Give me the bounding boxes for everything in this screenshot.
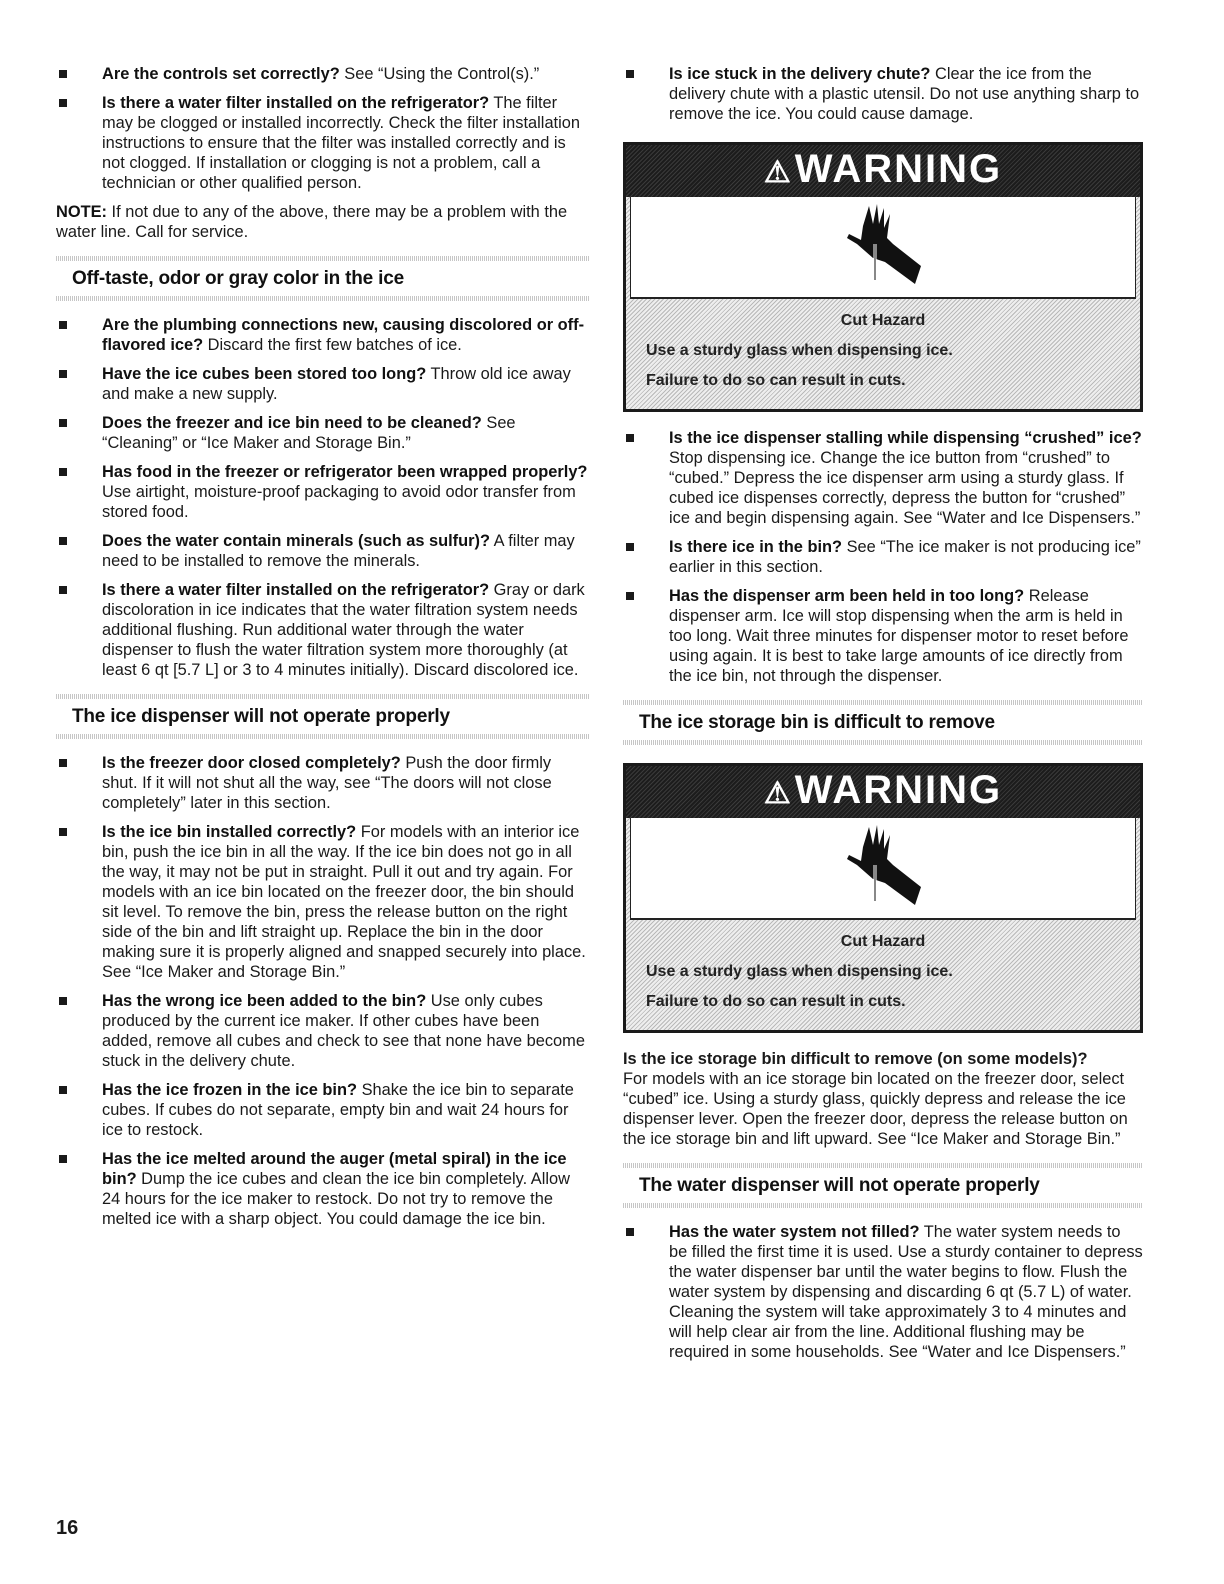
left-column <box>56 64 590 1238</box>
storage-bin-answer: For models with an ice storage bin located on the freezer door, select “cubed” ice. Using a sturdy glass, quickly depress and release the ice dispenser lever. Open the freezer door, depress the release button on the ice storage bin and lift upward. See “Ice Maker and Storage Bin.” <box>623 1070 1128 1148</box>
section-heading-offtaste <box>56 256 590 301</box>
hazard-title: Cut Hazard <box>840 312 926 329</box>
warning-line: Failure to do so can result in cuts. <box>646 993 906 1010</box>
warning-title: WARNING <box>794 147 1003 191</box>
warning-header <box>626 145 1140 197</box>
list-item: Is there ice in the bin? See “The ice maker is not producing ice” earlier in this section. <box>623 537 1143 577</box>
warning-box <box>623 142 1143 412</box>
list-item: Is the freezer door closed completely? Push the door firmly shut. If it will not shut all the way, see “The doors will not close completely” later in this section. <box>56 753 590 813</box>
section-title: Off-taste, odor or gray color in the ice <box>72 268 404 289</box>
warning-title: WARNING <box>794 768 1003 812</box>
dispenser-stall-list <box>623 428 1143 686</box>
list-item: Has the ice melted around the auger (metal spiral) in the ice bin? Dump the ice cubes and clean the ice bin completely. Allow 24 hours for the ice maker to restock. Do not try to remove the melted ice with a sharp object. You could damage the ice bin. <box>56 1149 590 1229</box>
section-heading-storage-bin <box>623 700 1143 745</box>
list-item: Is the ice dispenser stalling while dispensing “crushed” ice? Stop dispensing ice. Change the ice button from “crushed” to “cubed.” Depress the ice dispenser arm using a sturdy glass. If cubed ice dispenses correctly, depress the button for “crushed” ice and begin dispensing again. See “Water and Ice Dispensers.” <box>623 428 1143 528</box>
water-dispenser-list <box>623 1222 1143 1362</box>
section-title: The ice storage bin is difficult to remove <box>639 712 995 733</box>
warning-header <box>626 766 1140 818</box>
warning-triangle-icon: ⚠ <box>763 156 793 189</box>
warning-triangle-icon: ⚠ <box>763 777 793 810</box>
section-title: The water dispenser will not operate properly <box>639 1175 1040 1196</box>
hazard-title: Cut Hazard <box>840 933 926 950</box>
chute-list <box>623 64 1143 124</box>
list-item: Is ice stuck in the delivery chute? Clear the ice from the delivery chute with a plastic utensil. Do not use anything sharp to remove the ice. You could cause damage. <box>623 64 1143 124</box>
list-item: Is there a water filter installed on the refrigerator? Gray or dark discoloration in ice indicates that the water filtration system needs additional flushing. Run additional water through the water dispenser to flush the water filtration system more thoroughly (at least 6 qt [5.7 L] or 3 to 4 minutes initially). Discard discolored ice. <box>56 580 590 680</box>
warning-line: Use a sturdy glass when dispensing ice. <box>646 342 953 359</box>
list-item: Are the plumbing connections new, causing discolored or off-flavored ice? Discard the first few batches of ice. <box>56 315 590 355</box>
list-item: Has the ice frozen in the ice bin? Shake the ice bin to separate cubes. If cubes do not separate, empty bin and wait 24 hours for ice to restock. <box>56 1080 590 1140</box>
list-item: Does the freezer and ice bin need to be cleaned? See “Cleaning” or “Ice Maker and Storage Bin.” <box>56 413 590 453</box>
warning-line: Use a sturdy glass when dispensing ice. <box>646 963 953 980</box>
list-item: Has the water system not filled? The water system needs to be filled the first time it is used. Use a sturdy container to depress the water dispenser bar until the water begins to flow. Flush the water system by dispensing and discarding 6 qt (5.7 L) of water. Cleaning the system will take approximately 3 to 4 minutes and will help clear air from the line. Additional flushing may be required in some households. See “Water and Ice Dispensers.” <box>623 1222 1143 1362</box>
list-item: Has the wrong ice been added to the bin? Use only cubes produced by the current ice maker. If other cubes have been added, remove all cubes and check to see that none have become stuck in the delivery chute. <box>56 991 590 1071</box>
storage-bin-question: Is the ice storage bin difficult to remove (on some models)? <box>623 1050 1088 1068</box>
list-item: Is there a water filter installed on the refrigerator? The filter may be clogged or installed incorrectly. Check the filter installation instructions to ensure that the filter was installed correctly and is not clogged. If installation or clogging is not a problem, call a technician or other qualified person. <box>56 93 590 193</box>
cut-hand-icon <box>843 204 923 290</box>
cut-hand-icon <box>843 825 923 911</box>
right-column <box>623 64 1143 1371</box>
warning-box <box>623 763 1143 1033</box>
note-paragraph: NOTE: If not due to any of the above, there may be a problem with the water line. Call for service. <box>56 203 568 241</box>
page-number: 16 <box>56 1517 79 1539</box>
section-heading-ice-dispenser <box>56 694 590 739</box>
section-title: The ice dispenser will not operate properly <box>72 706 450 727</box>
section-heading-water-dispenser <box>623 1163 1143 1208</box>
intro-list <box>56 64 590 193</box>
list-item: Have the ice cubes been stored too long? Throw old ice away and make a new supply. <box>56 364 590 404</box>
list-item: Are the controls set correctly? See “Using the Control(s).” <box>56 64 590 84</box>
list-item: Does the water contain minerals (such as sulfur)? A filter may need to be installed to remove the minerals. <box>56 531 590 571</box>
list-item: Has food in the freezer or refrigerator been wrapped properly? Use airtight, moisture-proof packaging to avoid odor transfer from stored food. <box>56 462 590 522</box>
offtaste-list <box>56 315 590 680</box>
list-item: Has the dispenser arm been held in too long? Release dispenser arm. Ice will stop dispensing when the arm is held in too long. Wait three minutes for dispenser motor to reset before using again. It is best to take large amounts of ice directly from the ice bin, not through the dispenser. <box>623 586 1143 686</box>
warning-line: Failure to do so can result in cuts. <box>646 372 906 389</box>
ice-dispenser-list <box>56 753 590 1229</box>
list-item: Is the ice bin installed correctly? For models with an interior ice bin, push the ice bin in all the way. If the ice bin does not go in all the way, it may not be put in straight. Pull it out and try again. For models with an ice bin located on the freezer door, the bin should sit level. To remove the bin, press the release button on the right side of the bin and lift straight up. Replace the bin in the door making sure it is properly aligned and snapped securely into place. See “Ice Maker and Storage Bin.” <box>56 822 590 982</box>
